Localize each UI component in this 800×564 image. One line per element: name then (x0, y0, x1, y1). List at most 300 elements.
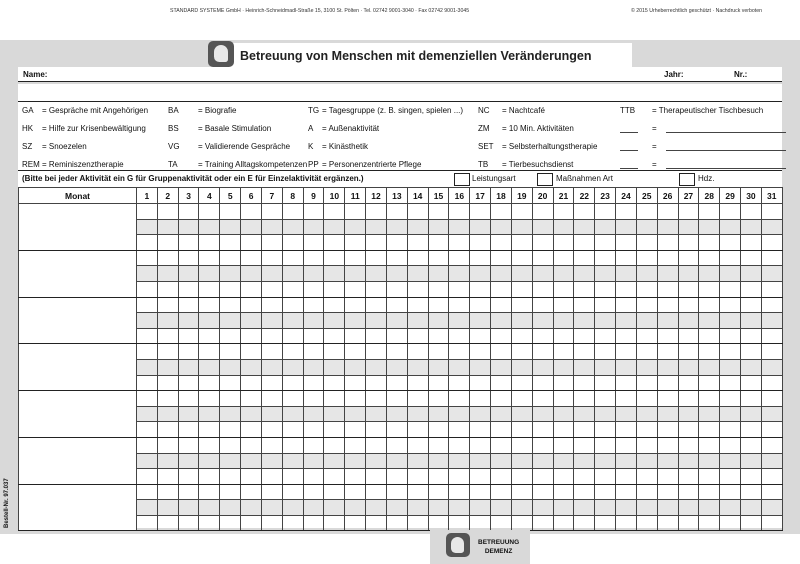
day-cell[interactable] (324, 469, 345, 485)
day-cell[interactable] (428, 219, 449, 235)
day-cell[interactable] (428, 500, 449, 516)
day-cell[interactable] (636, 313, 657, 329)
day-cell[interactable] (761, 281, 782, 297)
day-cell[interactable] (386, 313, 407, 329)
day-cell[interactable] (720, 391, 741, 407)
day-cell[interactable] (241, 359, 262, 375)
day-cell[interactable] (574, 266, 595, 282)
day-cell[interactable] (282, 250, 303, 266)
day-cell[interactable] (324, 391, 345, 407)
day-cell[interactable] (366, 500, 387, 516)
day-cell[interactable] (470, 266, 491, 282)
day-cell[interactable] (449, 437, 470, 453)
day-cell[interactable] (491, 453, 512, 469)
day-cell[interactable] (303, 375, 324, 391)
day-cell[interactable] (407, 235, 428, 251)
day-cell[interactable] (616, 204, 637, 220)
day-cell[interactable] (741, 375, 762, 391)
day-cell[interactable] (241, 500, 262, 516)
day-cell[interactable] (761, 266, 782, 282)
day-cell[interactable] (574, 406, 595, 422)
day-cell[interactable] (491, 437, 512, 453)
day-cell[interactable] (616, 453, 637, 469)
day-cell[interactable] (303, 328, 324, 344)
day-cell[interactable] (636, 204, 657, 220)
day-cell[interactable] (157, 250, 178, 266)
day-cell[interactable] (137, 515, 158, 531)
day-cell[interactable] (678, 281, 699, 297)
day-cell[interactable] (720, 297, 741, 313)
day-cell[interactable] (595, 422, 616, 438)
day-cell[interactable] (199, 391, 220, 407)
day-cell[interactable] (616, 484, 637, 500)
day-cell[interactable] (407, 469, 428, 485)
day-cell[interactable] (532, 484, 553, 500)
day-cell[interactable] (511, 250, 532, 266)
day-cell[interactable] (720, 437, 741, 453)
day-cell[interactable] (511, 406, 532, 422)
day-cell[interactable] (616, 515, 637, 531)
day-cell[interactable] (282, 391, 303, 407)
day-cell[interactable] (386, 469, 407, 485)
day-cell[interactable] (407, 422, 428, 438)
day-cell[interactable] (137, 266, 158, 282)
day-cell[interactable] (386, 204, 407, 220)
day-cell[interactable] (449, 375, 470, 391)
day-cell[interactable] (574, 375, 595, 391)
day-cell[interactable] (741, 281, 762, 297)
day-cell[interactable] (157, 469, 178, 485)
day-cell[interactable] (761, 235, 782, 251)
measure-type-checkbox[interactable] (537, 173, 553, 186)
day-cell[interactable] (407, 266, 428, 282)
day-cell[interactable] (407, 391, 428, 407)
day-cell[interactable] (553, 266, 574, 282)
day-cell[interactable] (407, 313, 428, 329)
day-cell[interactable] (699, 266, 720, 282)
day-cell[interactable] (761, 484, 782, 500)
day-cell[interactable] (761, 422, 782, 438)
day-cell[interactable] (178, 266, 199, 282)
day-cell[interactable] (595, 375, 616, 391)
day-cell[interactable] (428, 515, 449, 531)
day-cell[interactable] (137, 437, 158, 453)
day-cell[interactable] (220, 422, 241, 438)
day-cell[interactable] (220, 375, 241, 391)
day-cell[interactable] (199, 484, 220, 500)
day-cell[interactable] (345, 250, 366, 266)
day-cell[interactable] (449, 484, 470, 500)
day-cell[interactable] (657, 250, 678, 266)
day-cell[interactable] (449, 219, 470, 235)
day-cell[interactable] (157, 375, 178, 391)
day-cell[interactable] (345, 406, 366, 422)
day-cell[interactable] (470, 204, 491, 220)
day-cell[interactable] (282, 235, 303, 251)
day-cell[interactable] (282, 219, 303, 235)
day-cell[interactable] (407, 281, 428, 297)
day-cell[interactable] (449, 250, 470, 266)
day-cell[interactable] (220, 328, 241, 344)
month-cell[interactable] (19, 391, 137, 438)
day-cell[interactable] (595, 250, 616, 266)
day-cell[interactable] (741, 515, 762, 531)
day-cell[interactable] (366, 406, 387, 422)
day-cell[interactable] (137, 250, 158, 266)
day-cell[interactable] (241, 406, 262, 422)
day-cell[interactable] (261, 484, 282, 500)
day-cell[interactable] (157, 391, 178, 407)
day-cell[interactable] (449, 500, 470, 516)
day-cell[interactable] (470, 484, 491, 500)
day-cell[interactable] (595, 469, 616, 485)
day-cell[interactable] (428, 328, 449, 344)
day-cell[interactable] (220, 219, 241, 235)
day-cell[interactable] (574, 359, 595, 375)
day-cell[interactable] (261, 375, 282, 391)
day-cell[interactable] (553, 344, 574, 360)
day-cell[interactable] (574, 328, 595, 344)
day-cell[interactable] (282, 422, 303, 438)
day-cell[interactable] (657, 344, 678, 360)
day-cell[interactable] (491, 359, 512, 375)
day-cell[interactable] (282, 297, 303, 313)
day-cell[interactable] (678, 344, 699, 360)
day-cell[interactable] (699, 515, 720, 531)
day-cell[interactable] (470, 235, 491, 251)
code-description-blank[interactable] (666, 160, 786, 169)
day-cell[interactable] (720, 469, 741, 485)
day-cell[interactable] (282, 344, 303, 360)
day-cell[interactable] (574, 469, 595, 485)
day-cell[interactable] (241, 266, 262, 282)
day-cell[interactable] (532, 219, 553, 235)
day-cell[interactable] (491, 406, 512, 422)
day-cell[interactable] (324, 500, 345, 516)
day-cell[interactable] (741, 344, 762, 360)
day-cell[interactable] (741, 359, 762, 375)
day-cell[interactable] (574, 515, 595, 531)
day-cell[interactable] (761, 313, 782, 329)
day-cell[interactable] (553, 484, 574, 500)
day-cell[interactable] (324, 235, 345, 251)
day-cell[interactable] (761, 500, 782, 516)
day-cell[interactable] (491, 391, 512, 407)
day-cell[interactable] (720, 375, 741, 391)
day-cell[interactable] (220, 297, 241, 313)
day-cell[interactable] (220, 235, 241, 251)
day-cell[interactable] (532, 500, 553, 516)
day-cell[interactable] (616, 235, 637, 251)
day-cell[interactable] (261, 266, 282, 282)
day-cell[interactable] (282, 281, 303, 297)
day-cell[interactable] (553, 235, 574, 251)
day-cell[interactable] (574, 235, 595, 251)
day-cell[interactable] (241, 391, 262, 407)
day-cell[interactable] (178, 359, 199, 375)
day-cell[interactable] (720, 250, 741, 266)
day-cell[interactable] (241, 375, 262, 391)
day-cell[interactable] (220, 437, 241, 453)
day-cell[interactable] (678, 406, 699, 422)
day-cell[interactable] (491, 344, 512, 360)
day-cell[interactable] (678, 235, 699, 251)
day-cell[interactable] (261, 328, 282, 344)
day-cell[interactable] (157, 328, 178, 344)
day-cell[interactable] (366, 250, 387, 266)
day-cell[interactable] (574, 297, 595, 313)
day-cell[interactable] (261, 437, 282, 453)
day-cell[interactable] (178, 281, 199, 297)
day-cell[interactable] (595, 437, 616, 453)
day-cell[interactable] (720, 422, 741, 438)
day-cell[interactable] (345, 344, 366, 360)
day-cell[interactable] (220, 515, 241, 531)
day-cell[interactable] (636, 391, 657, 407)
day-cell[interactable] (345, 469, 366, 485)
day-cell[interactable] (386, 297, 407, 313)
day-cell[interactable] (324, 313, 345, 329)
day-cell[interactable] (199, 204, 220, 220)
day-cell[interactable] (345, 437, 366, 453)
day-cell[interactable] (616, 281, 637, 297)
day-cell[interactable] (157, 344, 178, 360)
day-cell[interactable] (511, 313, 532, 329)
day-cell[interactable] (386, 515, 407, 531)
day-cell[interactable] (553, 406, 574, 422)
day-cell[interactable] (449, 297, 470, 313)
day-cell[interactable] (282, 375, 303, 391)
day-cell[interactable] (574, 344, 595, 360)
day-cell[interactable] (303, 469, 324, 485)
day-cell[interactable] (449, 469, 470, 485)
day-cell[interactable] (574, 313, 595, 329)
day-cell[interactable] (720, 328, 741, 344)
day-cell[interactable] (345, 484, 366, 500)
day-cell[interactable] (699, 391, 720, 407)
day-cell[interactable] (261, 344, 282, 360)
day-cell[interactable] (761, 406, 782, 422)
day-cell[interactable] (657, 406, 678, 422)
day-cell[interactable] (282, 500, 303, 516)
day-cell[interactable] (137, 500, 158, 516)
day-cell[interactable] (199, 500, 220, 516)
day-cell[interactable] (345, 313, 366, 329)
day-cell[interactable] (428, 391, 449, 407)
day-cell[interactable] (366, 391, 387, 407)
day-cell[interactable] (449, 391, 470, 407)
day-cell[interactable] (324, 515, 345, 531)
day-cell[interactable] (137, 391, 158, 407)
day-cell[interactable] (137, 235, 158, 251)
day-cell[interactable] (720, 515, 741, 531)
day-cell[interactable] (595, 266, 616, 282)
day-cell[interactable] (511, 515, 532, 531)
day-cell[interactable] (636, 344, 657, 360)
day-cell[interactable] (636, 437, 657, 453)
service-type-checkbox[interactable] (454, 173, 470, 186)
day-cell[interactable] (657, 219, 678, 235)
day-cell[interactable] (178, 313, 199, 329)
day-cell[interactable] (657, 328, 678, 344)
day-cell[interactable] (761, 437, 782, 453)
day-cell[interactable] (616, 469, 637, 485)
day-cell[interactable] (282, 453, 303, 469)
day-cell[interactable] (137, 281, 158, 297)
day-cell[interactable] (449, 422, 470, 438)
day-cell[interactable] (678, 313, 699, 329)
day-cell[interactable] (636, 266, 657, 282)
month-cell[interactable] (19, 250, 137, 297)
day-cell[interactable] (407, 359, 428, 375)
day-cell[interactable] (470, 406, 491, 422)
day-cell[interactable] (491, 515, 512, 531)
day-cell[interactable] (595, 281, 616, 297)
day-cell[interactable] (241, 235, 262, 251)
day-cell[interactable] (303, 359, 324, 375)
day-cell[interactable] (636, 281, 657, 297)
day-cell[interactable] (491, 204, 512, 220)
day-cell[interactable] (407, 484, 428, 500)
day-cell[interactable] (241, 281, 262, 297)
day-cell[interactable] (616, 359, 637, 375)
day-cell[interactable] (720, 406, 741, 422)
day-cell[interactable] (678, 515, 699, 531)
day-cell[interactable] (241, 297, 262, 313)
day-cell[interactable] (553, 500, 574, 516)
day-cell[interactable] (720, 359, 741, 375)
day-cell[interactable] (699, 235, 720, 251)
day-cell[interactable] (345, 359, 366, 375)
day-cell[interactable] (178, 328, 199, 344)
day-cell[interactable] (470, 297, 491, 313)
day-cell[interactable] (657, 515, 678, 531)
day-cell[interactable] (511, 266, 532, 282)
day-cell[interactable] (157, 297, 178, 313)
day-cell[interactable] (241, 469, 262, 485)
day-cell[interactable] (470, 469, 491, 485)
day-cell[interactable] (553, 422, 574, 438)
day-cell[interactable] (199, 344, 220, 360)
day-cell[interactable] (261, 219, 282, 235)
day-cell[interactable] (636, 484, 657, 500)
day-cell[interactable] (449, 235, 470, 251)
day-cell[interactable] (657, 204, 678, 220)
day-cell[interactable] (324, 219, 345, 235)
day-cell[interactable] (407, 219, 428, 235)
day-cell[interactable] (761, 297, 782, 313)
day-cell[interactable] (449, 328, 470, 344)
day-cell[interactable] (449, 344, 470, 360)
day-cell[interactable] (657, 484, 678, 500)
day-cell[interactable] (761, 453, 782, 469)
day-cell[interactable] (345, 204, 366, 220)
day-cell[interactable] (470, 219, 491, 235)
day-cell[interactable] (428, 281, 449, 297)
day-cell[interactable] (366, 281, 387, 297)
day-cell[interactable] (470, 453, 491, 469)
day-cell[interactable] (178, 391, 199, 407)
day-cell[interactable] (553, 219, 574, 235)
day-cell[interactable] (261, 406, 282, 422)
day-cell[interactable] (678, 219, 699, 235)
day-cell[interactable] (511, 297, 532, 313)
day-cell[interactable] (678, 266, 699, 282)
day-cell[interactable] (428, 235, 449, 251)
day-cell[interactable] (137, 219, 158, 235)
day-cell[interactable] (761, 391, 782, 407)
day-cell[interactable] (282, 484, 303, 500)
day-cell[interactable] (199, 515, 220, 531)
day-cell[interactable] (303, 281, 324, 297)
day-cell[interactable] (324, 359, 345, 375)
day-cell[interactable] (345, 328, 366, 344)
day-cell[interactable] (220, 453, 241, 469)
day-cell[interactable] (220, 313, 241, 329)
day-cell[interactable] (616, 422, 637, 438)
day-cell[interactable] (407, 453, 428, 469)
day-cell[interactable] (407, 406, 428, 422)
day-cell[interactable] (366, 266, 387, 282)
day-cell[interactable] (386, 266, 407, 282)
day-cell[interactable] (241, 484, 262, 500)
day-cell[interactable] (657, 375, 678, 391)
day-cell[interactable] (470, 515, 491, 531)
day-cell[interactable] (574, 391, 595, 407)
day-cell[interactable] (366, 453, 387, 469)
day-cell[interactable] (386, 219, 407, 235)
day-cell[interactable] (616, 250, 637, 266)
day-cell[interactable] (303, 500, 324, 516)
day-cell[interactable] (553, 359, 574, 375)
day-cell[interactable] (741, 235, 762, 251)
day-cell[interactable] (220, 359, 241, 375)
day-cell[interactable] (470, 359, 491, 375)
day-cell[interactable] (345, 297, 366, 313)
month-cell[interactable] (19, 297, 137, 344)
day-cell[interactable] (282, 437, 303, 453)
day-cell[interactable] (511, 328, 532, 344)
day-cell[interactable] (261, 359, 282, 375)
day-cell[interactable] (324, 266, 345, 282)
day-cell[interactable] (366, 204, 387, 220)
day-cell[interactable] (157, 500, 178, 516)
day-cell[interactable] (449, 313, 470, 329)
day-cell[interactable] (366, 484, 387, 500)
day-cell[interactable] (470, 281, 491, 297)
day-cell[interactable] (261, 391, 282, 407)
day-cell[interactable] (428, 344, 449, 360)
day-cell[interactable] (470, 500, 491, 516)
day-cell[interactable] (366, 297, 387, 313)
day-cell[interactable] (741, 219, 762, 235)
day-cell[interactable] (261, 453, 282, 469)
day-cell[interactable] (574, 453, 595, 469)
day-cell[interactable] (636, 453, 657, 469)
day-cell[interactable] (199, 297, 220, 313)
day-cell[interactable] (532, 469, 553, 485)
day-cell[interactable] (199, 453, 220, 469)
day-cell[interactable] (428, 250, 449, 266)
day-cell[interactable] (470, 250, 491, 266)
day-cell[interactable] (137, 297, 158, 313)
day-cell[interactable] (241, 219, 262, 235)
day-cell[interactable] (532, 422, 553, 438)
day-cell[interactable] (386, 344, 407, 360)
day-cell[interactable] (574, 500, 595, 516)
day-cell[interactable] (366, 375, 387, 391)
day-cell[interactable] (199, 359, 220, 375)
